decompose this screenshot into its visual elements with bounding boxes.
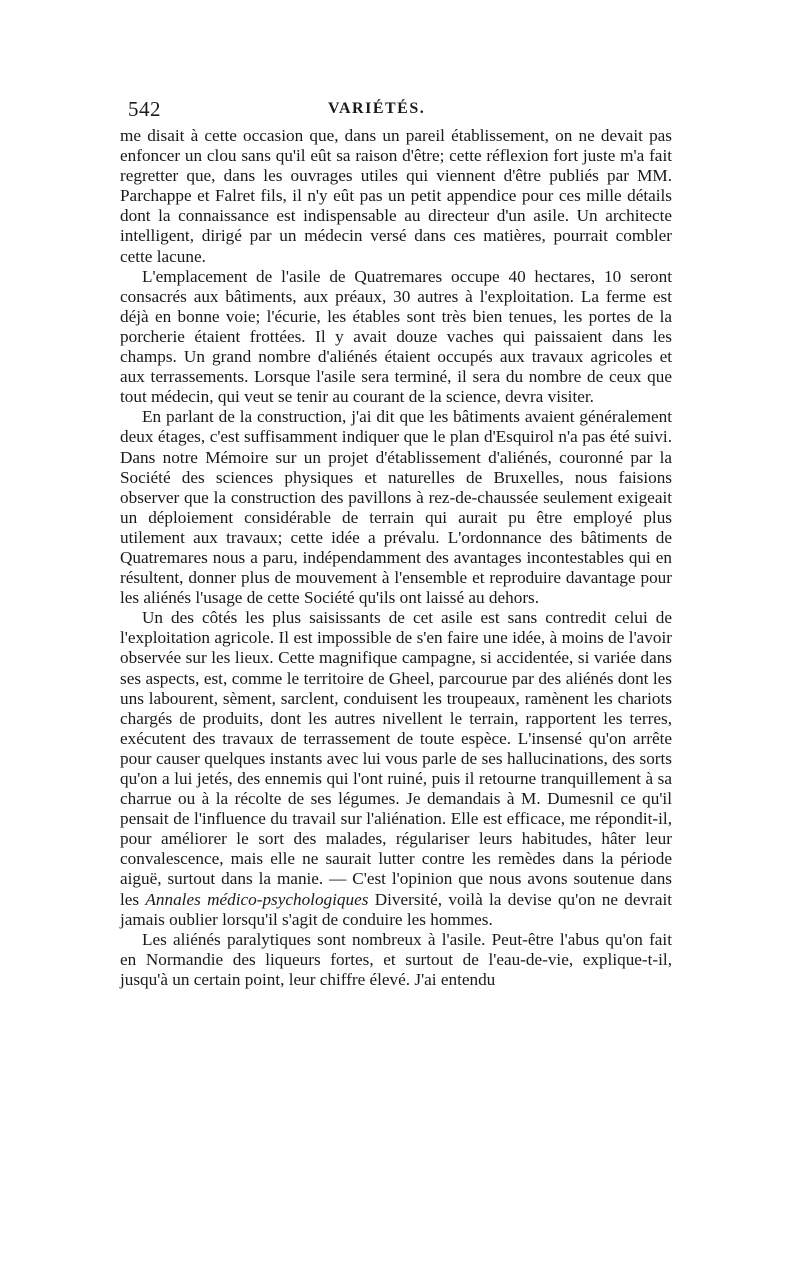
paragraph-5: Les aliénés paralytiques sont nombreux à l'asile. Peut-être l'abus qu'on fait en Normandie des liqueurs fortes, et surtout de l'eau-de-vie, explique-t-il, jusqu'à un certain point, leur chiffre élevé. J'ai entendu [120, 929, 672, 989]
page-number: 542 [128, 97, 161, 121]
body-text [120, 126, 672, 990]
running-head: VARIÉTÉS. [328, 100, 426, 117]
paragraph-4-text-before: Un des côtés les plus saisissants de cet asile est sans contredit celui de l'exploitation agricole. Il est impossible de s'en faire une idée, à moins de l'avoir observée sur les lieux. Cette magnifique campagne, si accidentée, si variée dans ses aspects, est, comme le territoire de Gheel, parcourue par des aliénés dont les uns labourent, sèment, sarclent, conduisent les troupeaux, ramènent les chariots chargés de produits, dont les autres nivellent le terrain, rapportent les terres, exécutent des travaux de terrassement de toute espèce. L'insensé qu'on arrête pour causer quelques instants avec lui vous parle de ses hallucinations, des sorts qu'on a lui jetés, des ennemis qui l'ont ruiné, puis il retourne tranquillement à sa charrue ou à la récolte de ses légumes. Je demandais à M. Dumesnil ce qu'il pensait de l'influence du travail sur l'aliénation. Elle est efficace, me répondit-il, pour améliorer le sort des malades, régulariser leurs habitudes, hâter leur convalescence, mais elle ne saurait lutter contre les remèdes dans la période aiguë, surtout dans la manie. — C'est l'opinion que nous avons soutenue dans les [120, 608, 672, 909]
paragraph-2: L'emplacement de l'asile de Quatremares occupe 40 hectares, 10 seront consacrés aux bâtiments, aux préaux, 30 autres à l'exploitation. La ferme est déjà en bonne voie; l'écurie, les étables sont très bien tenues, les portes de la porcherie étaient frottées. Il y avait douze vaches qui paissaient dans les champs. Un grand nombre d'aliénés étaient occupés aux travaux agricoles et aux terrassements. Lorsque l'asile sera terminé, il sera du nombre de ceux que tout médecin, qui veut se tenir au courant de la science, devra visiter. [120, 266, 672, 407]
paragraph-3: En parlant de la construction, j'ai dit que les bâtiments avaient généralement deux étages, c'est suffisamment indiquer que le plan d'Esquirol n'a pas été suivi. Dans notre Mémoire sur un projet d'établissement d'aliénés, couronné par la Société des sciences physiques et naturelles de Bruxelles, nous faisions observer que la construction des pavillons à rez-de-chaussée seulement exigeait un déploiement considérable de terrain qui aurait pu être employé plus utilement aux travaux; cette idée a prévalu. L'ordonnance des bâtiments de Quatremares nous a paru, indépendamment des avantages incontestables qui en résultent, donner plus de mouvement à l'ensemble et reproduire davantage pour les aliénés l'usage de cette Société qu'ils ont laissé au dehors. [120, 407, 672, 608]
page-header [128, 97, 668, 123]
paragraph-4-text-after: Diversité, voilà la devise qu'on ne devrait jamais oublier lorsqu'il s'agit de conduire les hommes. [120, 889, 672, 929]
journal-title-italic: Annales médico-psychologiques [145, 889, 369, 909]
paragraph-4 [120, 608, 672, 930]
paragraph-1: me disait à cette occasion que, dans un pareil établissement, on ne devait pas enfoncer un clou sans qu'il eût sa raison d'être; cette réflexion fort juste m'a fait regretter que, dans les ouvrages utiles qui viennent d'être publiés par MM. Parchappe et Falret fils, il n'y eût pas un petit appendice pour ces mille détails dont la connaissance est indispensable au directeur d'un asile. Un architecte intelligent, dirigé par un médecin versé dans ces matières, pourrait combler cette lacune. [120, 126, 672, 266]
